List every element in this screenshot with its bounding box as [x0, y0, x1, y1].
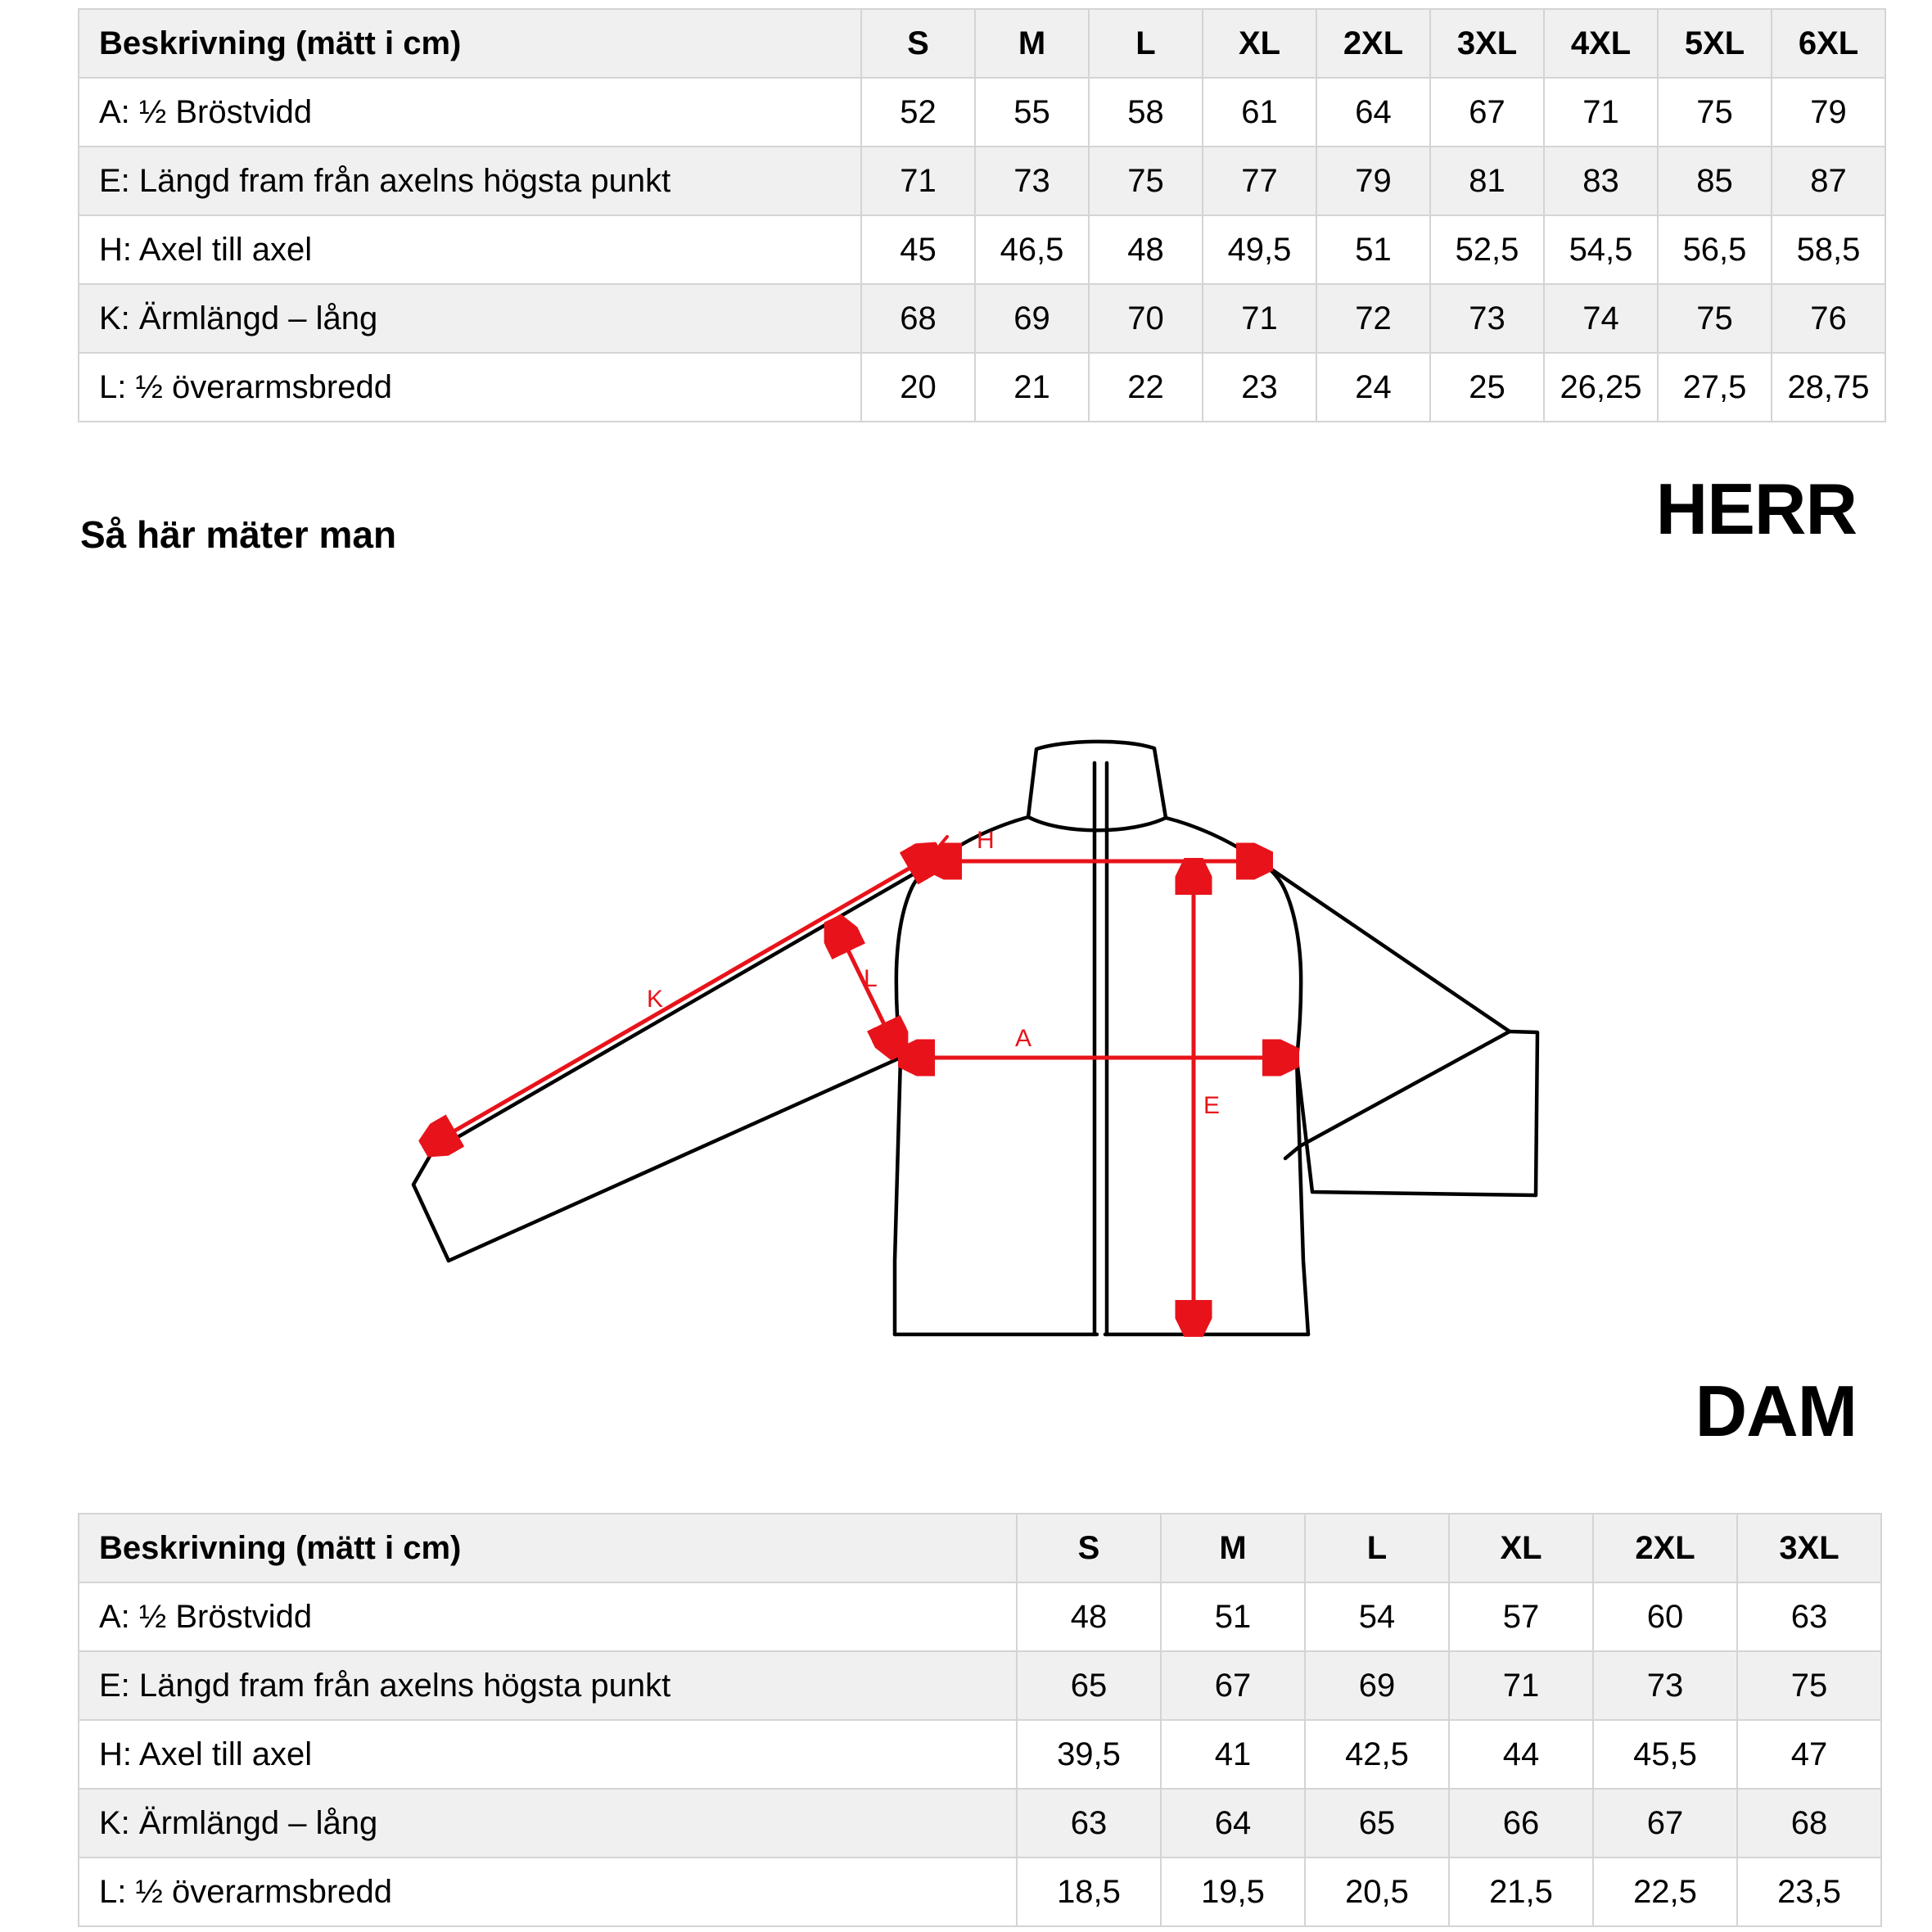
arrow-K: [428, 853, 936, 1146]
herr-cell-5xl: 85: [1658, 147, 1772, 215]
dam-cell-m: 67: [1161, 1651, 1305, 1720]
measure-label-K: K: [647, 986, 664, 1013]
dam-cell-m: 41: [1161, 1720, 1305, 1789]
measure-label-L: L: [864, 965, 878, 992]
herr-cell-4xl: 83: [1544, 147, 1658, 215]
dam-cell-s: 63: [1017, 1789, 1161, 1858]
herr-cell-s: 45: [861, 215, 975, 284]
herr-row-label: H: Axel till axel: [79, 215, 861, 284]
herr-cell-l: 48: [1089, 215, 1203, 284]
table-row: [79, 1858, 1881, 1926]
herr-cell-m: 69: [975, 284, 1089, 353]
dam-cell-3xl: 68: [1737, 1789, 1881, 1858]
dam-cell-xl: 66: [1449, 1789, 1593, 1858]
herr-cell-2xl: 79: [1316, 147, 1430, 215]
section-label-herr: HERR: [1655, 468, 1857, 549]
herr-cell-l: 75: [1089, 147, 1203, 215]
dam-size-table: [78, 1513, 1882, 1927]
table-row: [79, 147, 1885, 215]
herr-description-header: Beskrivning (mätt i cm): [79, 9, 861, 78]
herr-cell-5xl: 56,5: [1658, 215, 1772, 284]
herr-cell-5xl: 27,5: [1658, 353, 1772, 422]
table-row: [79, 284, 1885, 353]
dam-cell-s: 18,5: [1017, 1858, 1161, 1926]
herr-cell-l: 58: [1089, 78, 1203, 147]
herr-cell-4xl: 54,5: [1544, 215, 1658, 284]
measurement-labels: [647, 827, 1220, 1119]
herr-cell-2xl: 72: [1316, 284, 1430, 353]
herr-cell-5xl: 75: [1658, 78, 1772, 147]
dam-size-header-2xl: 2XL: [1593, 1514, 1737, 1582]
herr-cell-6xl: 58,5: [1772, 215, 1885, 284]
howto-heading: Så här mäter man: [80, 513, 397, 556]
measurement-arrows: [428, 853, 1293, 1331]
dam-row-label: E: Längd fram från axelns högsta punkt: [79, 1651, 1017, 1720]
herr-row-label: A: ½ Bröstvidd: [79, 78, 861, 147]
table-row: [79, 215, 1885, 284]
herr-header-row: [79, 9, 1885, 78]
dam-cell-xl: 21,5: [1449, 1858, 1593, 1926]
herr-cell-xl: 49,5: [1203, 215, 1316, 284]
herr-cell-l: 70: [1089, 284, 1203, 353]
herr-size-header-5xl: 5XL: [1658, 9, 1772, 78]
herr-cell-l: 22: [1089, 353, 1203, 422]
dam-cell-s: 48: [1017, 1582, 1161, 1651]
measure-label-H: H: [977, 827, 995, 854]
dam-cell-xl: 57: [1449, 1582, 1593, 1651]
table-row: [79, 1789, 1881, 1858]
measure-label-E: E: [1203, 1092, 1221, 1119]
dam-cell-xl: 71: [1449, 1651, 1593, 1720]
herr-size-header-2xl: 2XL: [1316, 9, 1430, 78]
dam-cell-3xl: 75: [1737, 1651, 1881, 1720]
table-row: [79, 78, 1885, 147]
herr-cell-6xl: 28,75: [1772, 353, 1885, 422]
herr-size-header-xl: XL: [1203, 9, 1316, 78]
dam-cell-3xl: 23,5: [1737, 1858, 1881, 1926]
section-label-dam: DAM: [1695, 1370, 1857, 1451]
herr-row-label: L: ½ överarmsbredd: [79, 353, 861, 422]
herr-size-header-l: L: [1089, 9, 1203, 78]
dam-cell-s: 65: [1017, 1651, 1161, 1720]
herr-cell-4xl: 26,25: [1544, 353, 1658, 422]
dam-cell-2xl: 22,5: [1593, 1858, 1737, 1926]
table-row: [79, 1651, 1881, 1720]
herr-cell-6xl: 87: [1772, 147, 1885, 215]
herr-row-label: E: Längd fram från axelns högsta punkt: [79, 147, 861, 215]
herr-cell-2xl: 64: [1316, 78, 1430, 147]
dam-row-label: H: Axel till axel: [79, 1720, 1017, 1789]
dam-cell-2xl: 73: [1593, 1651, 1737, 1720]
dam-cell-3xl: 63: [1737, 1582, 1881, 1651]
dam-cell-m: 64: [1161, 1789, 1305, 1858]
herr-row-label: K: Ärmlängd – lång: [79, 284, 861, 353]
herr-size-header-4xl: 4XL: [1544, 9, 1658, 78]
dam-cell-2xl: 60: [1593, 1582, 1737, 1651]
herr-cell-xl: 61: [1203, 78, 1316, 147]
dam-table-body: [79, 1514, 1881, 1926]
dam-cell-2xl: 67: [1593, 1789, 1737, 1858]
dam-cell-l: 65: [1305, 1789, 1449, 1858]
dam-size-header-3xl: 3XL: [1737, 1514, 1881, 1582]
herr-cell-2xl: 51: [1316, 215, 1430, 284]
herr-cell-m: 46,5: [975, 215, 1089, 284]
herr-cell-3xl: 81: [1430, 147, 1544, 215]
herr-cell-s: 20: [861, 353, 975, 422]
dam-cell-l: 42,5: [1305, 1720, 1449, 1789]
dam-cell-l: 54: [1305, 1582, 1449, 1651]
table-row: [79, 1582, 1881, 1651]
herr-cell-4xl: 74: [1544, 284, 1658, 353]
herr-cell-xl: 71: [1203, 284, 1316, 353]
herr-cell-m: 73: [975, 147, 1089, 215]
herr-cell-s: 71: [861, 147, 975, 215]
dam-description-header: Beskrivning (mätt i cm): [79, 1514, 1017, 1582]
herr-cell-2xl: 24: [1316, 353, 1430, 422]
herr-size-table: [78, 8, 1886, 422]
dam-cell-xl: 44: [1449, 1720, 1593, 1789]
herr-cell-m: 21: [975, 353, 1089, 422]
dam-row-label: L: ½ överarmsbredd: [79, 1858, 1017, 1926]
dam-cell-l: 69: [1305, 1651, 1449, 1720]
herr-cell-3xl: 73: [1430, 284, 1544, 353]
herr-cell-3xl: 52,5: [1430, 215, 1544, 284]
herr-cell-m: 55: [975, 78, 1089, 147]
herr-cell-3xl: 67: [1430, 78, 1544, 147]
jacket-outline-icon: [413, 742, 1537, 1334]
dam-cell-s: 39,5: [1017, 1720, 1161, 1789]
herr-size-header-3xl: 3XL: [1430, 9, 1544, 78]
herr-cell-4xl: 71: [1544, 78, 1658, 147]
measure-label-A: A: [1015, 1025, 1032, 1052]
herr-size-header-s: S: [861, 9, 975, 78]
table-row: [79, 1720, 1881, 1789]
herr-size-header-m: M: [975, 9, 1089, 78]
dam-cell-m: 51: [1161, 1582, 1305, 1651]
dam-size-header-xl: XL: [1449, 1514, 1593, 1582]
dam-cell-3xl: 47: [1737, 1720, 1881, 1789]
herr-size-header-6xl: 6XL: [1772, 9, 1885, 78]
herr-cell-xl: 23: [1203, 353, 1316, 422]
table-row: [79, 353, 1885, 422]
herr-cell-6xl: 76: [1772, 284, 1885, 353]
dam-size-header-s: S: [1017, 1514, 1161, 1582]
dam-cell-l: 20,5: [1305, 1858, 1449, 1926]
herr-cell-xl: 77: [1203, 147, 1316, 215]
dam-size-header-m: M: [1161, 1514, 1305, 1582]
measurement-diagram: [344, 688, 1588, 1367]
dam-row-label: A: ½ Bröstvidd: [79, 1582, 1017, 1651]
dam-cell-2xl: 45,5: [1593, 1720, 1737, 1789]
herr-cell-s: 52: [861, 78, 975, 147]
herr-cell-6xl: 79: [1772, 78, 1885, 147]
dam-cell-m: 19,5: [1161, 1858, 1305, 1926]
herr-cell-3xl: 25: [1430, 353, 1544, 422]
dam-size-header-l: L: [1305, 1514, 1449, 1582]
herr-cell-5xl: 75: [1658, 284, 1772, 353]
dam-header-row: [79, 1514, 1881, 1582]
dam-row-label: K: Ärmlängd – lång: [79, 1789, 1017, 1858]
herr-table-body: [79, 9, 1885, 422]
herr-cell-s: 68: [861, 284, 975, 353]
